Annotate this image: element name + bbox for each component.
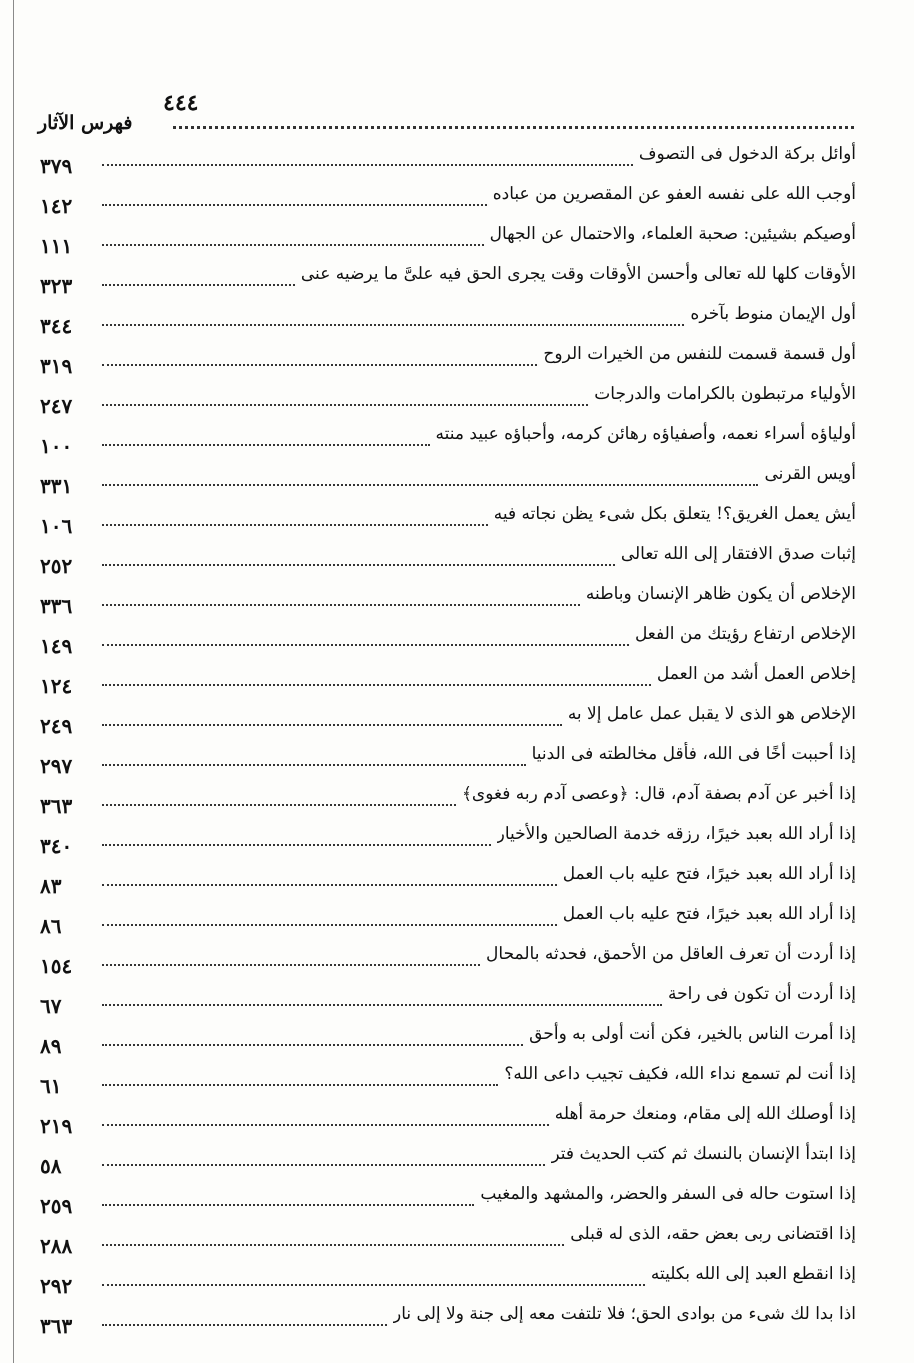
index-entry — [40, 338, 856, 378]
entry-text: إثبات صدق الافتقار إلى الله تعالى — [620, 544, 856, 564]
entry-text: إذا ابتدأ الإنسان بالنسك ثم كتب الحديث فتر — [551, 1144, 856, 1164]
index-entry — [40, 618, 856, 658]
dotted-leader — [102, 804, 456, 806]
dotted-leader — [102, 604, 580, 606]
index-entry — [40, 1138, 856, 1178]
entry-page-number: ١٤٢ — [40, 194, 73, 218]
entry-page-number: ٣١٩ — [40, 354, 73, 378]
entry-text: إذا أحببت أخًا فى الله، فأقل مخالطته فى الدنيا — [531, 744, 856, 764]
dotted-leader — [102, 324, 684, 326]
index-entry — [40, 818, 856, 858]
entry-text: أول الإيمان منوط بآخره — [690, 304, 856, 324]
dotted-leader — [102, 844, 491, 846]
entry-page-number: ١٤٩ — [40, 634, 73, 658]
index-entry — [40, 298, 856, 338]
entry-page-number: ٣٢٣ — [40, 274, 73, 298]
entry-page-number: ٣٦٣ — [40, 794, 73, 818]
entry-page-number: ٢٥٢ — [40, 554, 73, 578]
entry-page-number: ٢٩٢ — [40, 1274, 73, 1298]
entry-page-number: ٢٨٨ — [40, 1234, 73, 1258]
entry-text: إذا استوت حاله فى السفر والحضر، والمشهد والمغيب — [480, 1184, 856, 1204]
index-entry — [40, 778, 856, 818]
entry-text: الإخلاص أن يكون ظاهر الإنسان وباطنه — [585, 584, 856, 604]
entry-page-number: ١٥٤ — [40, 954, 73, 978]
entry-page-number: ٢٩٧ — [40, 754, 73, 778]
entry-text: إذا اقتضانى ربى بعض حقه، الذى له قبلى — [570, 1224, 856, 1244]
index-entry — [40, 1058, 856, 1098]
dotted-leader — [102, 284, 295, 286]
dotted-leader — [102, 1324, 387, 1326]
entry-text: إذا أردت أن تعرف العاقل من الأحمق، فحدثه بالمحال — [486, 944, 856, 964]
index-entry — [40, 378, 856, 418]
index-entry — [40, 578, 856, 618]
dotted-leader — [102, 764, 526, 766]
index-entry — [40, 138, 856, 178]
dotted-leader — [102, 884, 557, 886]
index-entry — [40, 1218, 856, 1258]
entry-text: الإخلاص هو الذى لا يقبل عمل عامل إلا به — [567, 704, 856, 724]
index-entry — [40, 858, 856, 898]
entry-page-number: ٣٣٦ — [40, 594, 73, 618]
dotted-leader — [102, 1204, 474, 1206]
entry-page-number: ٣٣١ — [40, 474, 73, 498]
page-number: ٤٤٤ — [163, 90, 199, 116]
entry-page-number: ٢٥٩ — [40, 1194, 73, 1218]
entry-page-number: ١١١ — [40, 234, 73, 258]
index-entry — [40, 458, 856, 498]
entry-page-number: ٣٦٣ — [40, 1314, 73, 1338]
dotted-leader — [102, 1084, 498, 1086]
entry-page-number: ٥٨ — [40, 1154, 62, 1178]
index-entry — [40, 938, 856, 978]
entry-page-number: ٦٧ — [40, 994, 62, 1018]
index-entry — [40, 418, 856, 458]
dotted-leader — [102, 364, 537, 366]
entry-text: إذا أراد الله بعبد خيرًا، فتح عليه باب العمل — [562, 904, 856, 924]
index-entry — [40, 658, 856, 698]
entry-page-number: ٣٧٩ — [40, 154, 73, 178]
dotted-leader — [102, 1164, 545, 1166]
entry-page-number: ٣٤٠ — [40, 834, 73, 858]
index-entry — [40, 698, 856, 738]
entry-text: إذا أنت لم تسمع نداء الله، فكيف تجيب داعى الله؟ — [504, 1064, 856, 1084]
entry-page-number: ١٠٠ — [40, 434, 73, 458]
index-entry — [40, 1018, 856, 1058]
index-entry — [40, 1098, 856, 1138]
index-entry — [40, 1298, 856, 1338]
entry-text: أولياؤه أسراء نعمه، وأصفياؤه رهائن كرمه، وأحباؤه عبيد منته — [435, 424, 856, 444]
dotted-leader — [102, 1044, 523, 1046]
margin-rule — [13, 0, 14, 1363]
index-entry — [40, 1258, 856, 1298]
dotted-leader — [102, 964, 480, 966]
dotted-leader — [102, 1244, 564, 1246]
entry-page-number: ١٠٦ — [40, 514, 73, 538]
entry-text: اذا بدا لك شىء من بوادى الحق؛ فلا تلتفت معه إلى جنة ولا إلى نار — [393, 1304, 856, 1324]
index-entry — [40, 258, 856, 298]
entry-page-number: ٦١ — [40, 1074, 62, 1098]
dotted-leader — [102, 444, 430, 446]
entry-text: إذا أخبر عن آدم بصفة آدم، قال: ﴿وعصى آدم ربه فغوى﴾ — [461, 784, 856, 804]
entry-text: إذا أوصلك الله إلى مقام، ومنعك حرمة أهله — [554, 1104, 856, 1124]
entry-text: إذا انقطع العبد إلى الله بكليته — [650, 1264, 856, 1284]
entry-page-number: ٨٣ — [40, 874, 62, 898]
dotted-leader — [102, 484, 758, 486]
entry-text: إذا أراد الله بعبد خيرًا، رزقه خدمة الصالحين والأخيار — [496, 824, 856, 844]
entry-page-number: ٢٤٧ — [40, 394, 73, 418]
entry-page-number: ٨٩ — [40, 1034, 62, 1058]
entry-text: إذا أراد الله بعبد خيرًا، فتح عليه باب العمل — [562, 864, 856, 884]
dotted-leader — [102, 204, 487, 206]
dotted-leader — [102, 1284, 645, 1286]
dotted-leader — [102, 684, 651, 686]
entry-text: أول قسمة قسمت للنفس من الخيرات الروح — [543, 344, 856, 364]
dotted-leader — [102, 924, 557, 926]
entry-text: إخلاص العمل أشد من العمل — [656, 664, 856, 684]
dotted-leader — [102, 244, 484, 246]
entry-page-number: ٨٦ — [40, 914, 62, 938]
dotted-leader — [102, 564, 615, 566]
index-entry — [40, 1178, 856, 1218]
header-dotted-rule — [173, 126, 854, 129]
index-entry — [40, 178, 856, 218]
index-entries — [40, 138, 856, 1338]
entry-page-number: ٢١٩ — [40, 1114, 73, 1138]
dotted-leader — [102, 1124, 549, 1126]
index-entry — [40, 218, 856, 258]
entry-text: الإخلاص ارتفاع رؤيتك من الفعل — [634, 624, 856, 644]
entry-text: إذا أردت أن تكون فى راحة — [668, 984, 856, 1004]
dotted-leader — [102, 404, 588, 406]
dotted-leader — [102, 1004, 662, 1006]
entry-text: أوائل بركة الدخول فى التصوف — [638, 144, 856, 164]
dotted-leader — [102, 524, 488, 526]
section-title: فهرس الآثار — [38, 112, 133, 134]
index-entry — [40, 978, 856, 1018]
index-entry — [40, 898, 856, 938]
index-entry — [40, 738, 856, 778]
entry-text: أيش يعمل الغريق؟! يتعلق بكل شىء يظن نجاته فيه — [493, 504, 856, 524]
dotted-leader — [102, 644, 629, 646]
entry-page-number: ٣٤٤ — [40, 314, 73, 338]
entry-text: الأوقات كلها لله تعالى وأحسن الأوقات وقت يجرى الحق فيه علىَّ ما يرضيه عنى — [300, 264, 856, 284]
dotted-leader — [102, 164, 633, 166]
index-entry — [40, 538, 856, 578]
entry-text: أوصيكم بشيئين: صحبة العلماء، والاحتمال عن الجهال — [489, 224, 856, 244]
index-entry — [40, 498, 856, 538]
entry-text: أوجب الله على نفسه العفو عن المقصرين من عباده — [492, 184, 856, 204]
dotted-leader — [102, 724, 562, 726]
entry-page-number: ١٢٤ — [40, 674, 73, 698]
entry-text: أويس القرنى — [764, 464, 856, 484]
page-header — [38, 90, 854, 138]
entry-text: إذا أمرت الناس بالخير، فكن أنت أولى به وأحق — [529, 1024, 856, 1044]
entry-text: الأولياء مرتبطون بالكرامات والدرجات — [594, 384, 856, 404]
entry-page-number: ٢٤٩ — [40, 714, 73, 738]
